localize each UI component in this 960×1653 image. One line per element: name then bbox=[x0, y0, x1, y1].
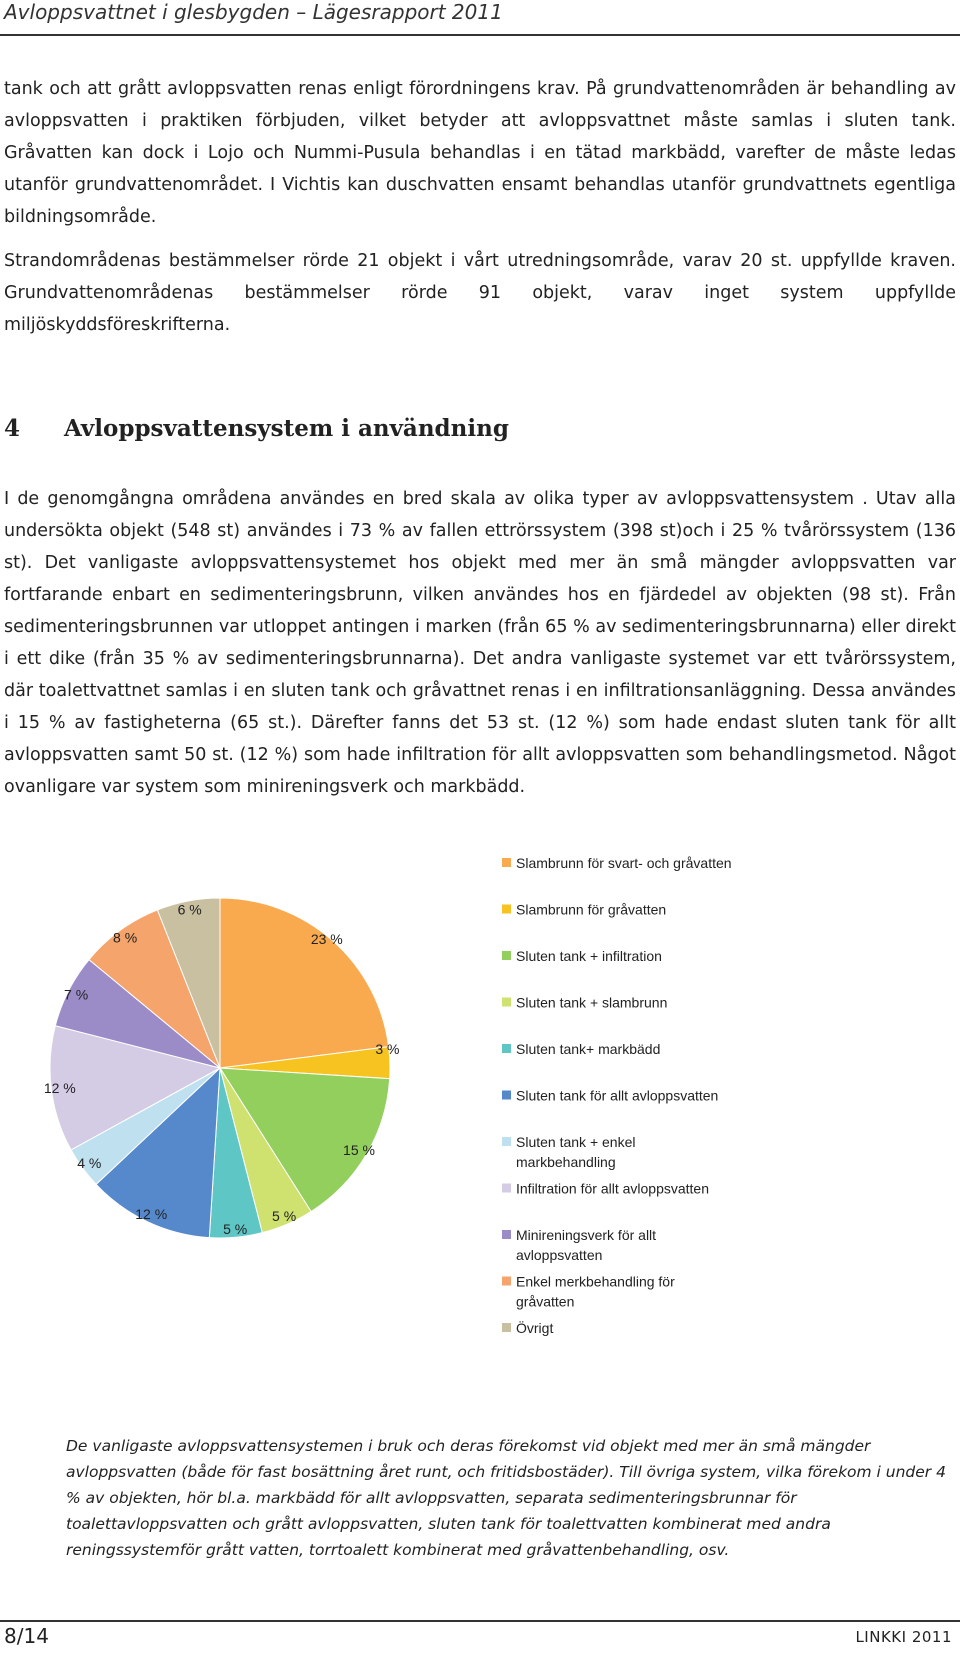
page-number: 8/14 bbox=[4, 1624, 49, 1648]
footer-publisher: LINKKI 2011 bbox=[855, 1628, 952, 1646]
legend-swatch bbox=[502, 1137, 511, 1146]
section-number: 4 bbox=[4, 415, 21, 442]
legend-swatch bbox=[502, 998, 511, 1007]
legend-label: gråvatten bbox=[516, 1293, 575, 1310]
header-rule bbox=[0, 34, 960, 36]
pie-data-label: 5 % bbox=[223, 1220, 248, 1237]
legend-label: Slambrunn för gråvatten bbox=[516, 901, 667, 918]
legend-label: Minireningsverk för allt bbox=[516, 1227, 657, 1243]
legend-label: Övrigt bbox=[516, 1320, 554, 1336]
chart-legend bbox=[502, 855, 732, 1336]
legend-label: Sluten tank + slambrunn bbox=[516, 994, 668, 1011]
legend-label: Sluten tank + enkel bbox=[516, 1134, 636, 1150]
header-title: Avloppsvattnet i glesbygden – Lägesrapport 2011 bbox=[4, 0, 503, 24]
pie-data-label: 7 % bbox=[64, 986, 89, 1003]
legend-label: Sluten tank för allt avloppsvatten bbox=[516, 1087, 719, 1104]
legend-swatch bbox=[502, 1323, 511, 1332]
legend-swatch bbox=[502, 858, 511, 867]
pie-data-label: 8 % bbox=[113, 929, 138, 946]
legend-label: markbehandling bbox=[516, 1154, 616, 1170]
pie-data-label: 23 % bbox=[310, 930, 343, 947]
caption-label bbox=[4, 1433, 66, 1459]
paragraph-systems: I de genomgångna områdena användes en bred skala av olika typer av avloppsvattensystem . Utav alla undersökta objekt (548 st) användes i 73 % av fallen ettrörssystem (398 st)och i 25 % tvårörssystem (136 st). Det vanligaste avloppsvattensystemet hos objekt med mer än små mängder avloppsvatten var fortfarande enbart en sedimenteringsbrunn, vilken användes hos en fjärdedel av objekten (98 st). Från sedimenteringsbrunnen var utloppet antingen i marken (från 65 % av sedimenteringsbrunnarna) eller direkt i ett dike (från 35 % av sedimenteringsbrunnarna). Det andra vanligaste systemet var ett tvårörssystem, där toalettvattnet samlas i en sluten tank och gråvattnet renas i en infiltrationsanläggning. Dessa användes i 15 % av fastigheterna (65 st.). Därefter fanns det 53 st. (12 %) som hade endast sluten tank för allt avloppsvatten samt 50 st. (12 %) som hade infiltration för allt avloppsvatten som behandlingsmetod. Något ovanligare var system som minireningsverk och markbädd. bbox=[4, 489, 956, 797]
legend-label: Slambrunn för svart- och gråvatten bbox=[516, 855, 732, 871]
legend-swatch bbox=[502, 1277, 511, 1286]
pie-data-label: 12 % bbox=[43, 1080, 76, 1097]
legend-label: avloppsvatten bbox=[516, 1247, 603, 1263]
legend-label: Sluten tank + infiltration bbox=[516, 948, 662, 964]
pie-data-label: 5 % bbox=[272, 1208, 297, 1225]
pie-data-label: 3 % bbox=[375, 1040, 400, 1057]
legend-label: Infiltration för allt avloppsvatten bbox=[516, 1180, 709, 1197]
pie-data-label: 12 % bbox=[135, 1206, 168, 1223]
legend-swatch bbox=[502, 1184, 511, 1193]
legend-swatch bbox=[502, 1044, 511, 1053]
legend-swatch bbox=[502, 905, 511, 914]
legend-swatch bbox=[502, 1091, 511, 1100]
pie-data-label: 4 % bbox=[77, 1154, 102, 1171]
figure-caption bbox=[4, 1433, 954, 1563]
section-title: Avloppsvattensystem i användning bbox=[64, 415, 509, 442]
section-heading bbox=[4, 415, 509, 442]
paragraph-shore-areas: Strandområdenas bestämmelser rörde 21 objekt i vårt utredningsområde, varav 20 st. uppfyllde kraven. Grundvattenområdenas bestämmelser rörde 91 objekt, varav inget system uppfyllde miljöskyddsföreskrifterna. bbox=[4, 251, 956, 335]
page-header bbox=[0, 0, 960, 50]
legend-label: Enkel merkbehandling för bbox=[516, 1273, 675, 1290]
pie-data-label: 15 % bbox=[343, 1142, 375, 1159]
legend-swatch bbox=[502, 1230, 511, 1239]
legend-label: Sluten tank+ markbädd bbox=[516, 1041, 661, 1057]
footer-rule bbox=[0, 1620, 960, 1622]
pie-slice bbox=[220, 898, 389, 1068]
paragraph-groundwater: tank och att grått avloppsvatten renas enligt förordningens krav. På grundvattenområden är behandling av avloppsvatten i praktiken förbjuden, vilket betyder att avloppsvattnet måste samlas i sluten tank. Gråvatten kan dock i Lojo och Nummi-Pusula behandlas i en tätad markbädd, varefter de måste ledas utanför grundvattenområdet. I Vichtis kan duschvatten ensamt behandlas utanför grundvattnets egentliga bildningsområde. bbox=[4, 79, 956, 227]
caption-text: De vanligaste avloppsvattensystemen i bruk och deras förekomst vid objekt med mer än små mängder avloppsvatten (både för fast bosättning året runt, och fritidsbostäder). Till övriga system, vilka förekom i under 4 % av objekten, hör bl.a. markbädd för allt avloppsvatten, separata sedimenteringsbrunnar för toalettavloppsvatten och grått avloppsvatten, sluten tank för toalettvatten kombinerat med andra reningssystemför grått vatten, torrtoalett kombinerat med gråvattenbehandling, osv. bbox=[66, 1437, 946, 1559]
pie-data-label: 6 % bbox=[177, 901, 202, 918]
pie-slices bbox=[50, 898, 390, 1238]
pie-chart bbox=[0, 855, 960, 1350]
legend-swatch bbox=[502, 951, 511, 960]
